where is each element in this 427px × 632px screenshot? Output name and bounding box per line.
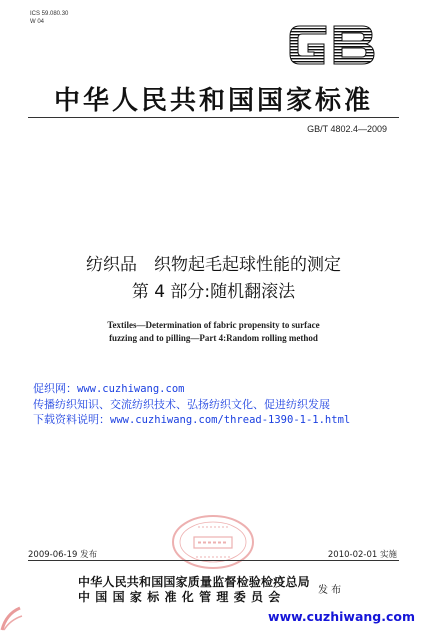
issuer-line-1: 中华人民共和国国家质量监督检验检疫总局 (78, 575, 310, 589)
ics-code: ICS 59.080.30 (30, 11, 69, 17)
promo-line-3 (33, 412, 350, 428)
chinese-title-line-1: 纺织品 织物起毛起球性能的测定 (86, 255, 341, 275)
promo-download-label: 下载资料说明： (33, 413, 110, 426)
issue-date: 2009-06-19 发布 (28, 550, 98, 560)
chinese-title-line-2: 第 4 部分:随机翻滚法 (131, 282, 296, 302)
english-title-line-1: Textiles—Determination of fabric propensity to surface (107, 320, 320, 330)
issuer-line-2: 中国国家标准化管理委员会 (78, 590, 286, 604)
promo-block (33, 381, 350, 428)
implementation-date: 2010-02-01 实施 (327, 550, 397, 560)
promo-line-2: 传播纺织知识、交流纺织技术、弘扬纺织文化、促进纺织发展 (33, 398, 330, 411)
corner-stamp-icon (0, 594, 40, 632)
watermark-link[interactable]: www.cuzhiwang.com (268, 609, 415, 624)
standard-number: GB/T 4802.4—2009 (307, 124, 387, 134)
ics-code-block (30, 10, 68, 26)
bottom-divider (28, 560, 399, 561)
promo-line-1 (33, 381, 350, 397)
english-title-line-2: fuzzing and to pilling—Part 4:Random rolling method (109, 333, 318, 343)
promo-site-label: 促织网： (33, 382, 77, 395)
promo-download-link[interactable]: www.cuzhiwang.com/thread-1390-1-1.html (110, 414, 351, 426)
top-divider (28, 117, 399, 118)
ccs-code: W 04 (30, 19, 45, 25)
gb-logo-icon (286, 16, 378, 74)
publish-label: 发 布 (318, 585, 342, 596)
promo-site-link[interactable]: www.cuzhiwang.com (77, 383, 185, 395)
seal-stamp-icon (168, 512, 258, 572)
national-standard-title: 中华人民共和国国家标准 (53, 86, 373, 116)
